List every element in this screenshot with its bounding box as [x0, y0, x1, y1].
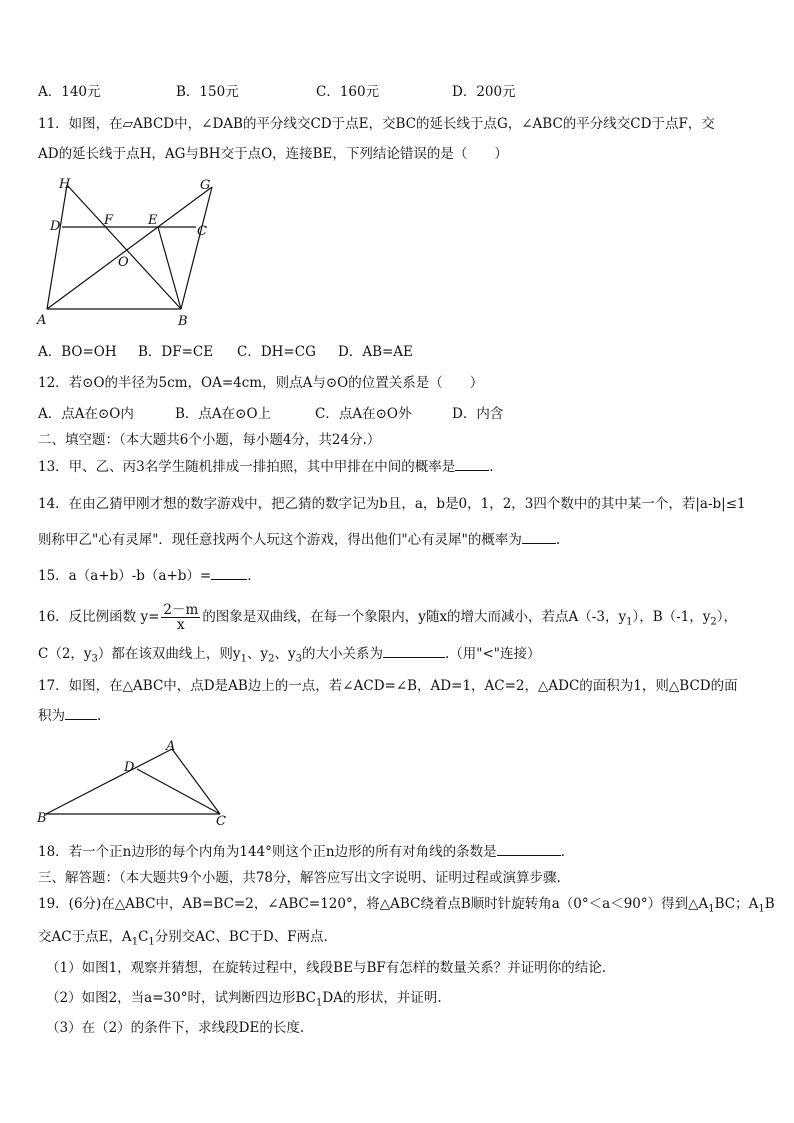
q16-post2: ），B（-1，y [632, 609, 711, 625]
q17-stem-line2 [38, 707, 101, 725]
q16-line2a: C（2，y [38, 646, 92, 662]
q16-line2f: .（用"<"连接） [444, 646, 541, 662]
q19-part-3: （3）在（2）的条件下，求线段DE的长度. [46, 1020, 305, 1036]
q13-text: 13．甲、乙、丙3名学生随机排成一排拍照，其中甲排在中间的概率是 [38, 459, 456, 475]
q17-label-b: B [37, 811, 47, 826]
q17-text: 积为 [38, 708, 65, 724]
q16-pre: 16．反比例函数 y= [38, 609, 160, 625]
q15-answer-blank[interactable] [211, 567, 247, 580]
q19-line2b: C [138, 929, 149, 945]
q10-option-d: D．200元 [452, 84, 516, 100]
q16-stem-line2 [38, 645, 541, 669]
q17-stem-line1: 17．如图，在△ABC中，点D是AB边上的一点，若∠ACD=∠B，AD=1，AC=2，△ADC的面积为1，则△BCD的面 [38, 678, 738, 694]
q17-label-a: A [166, 739, 176, 754]
q16-sub-y1: 1 [240, 653, 247, 665]
q12-option-b: B．点A在⊙O上 [175, 406, 272, 422]
q19-line1a: 19．(6分)在△ABC中，AB=BC=2，∠ABC=120°，将△ABC绕着点B顺时针旋转角a（0°＜a＜90°）得到△A [38, 896, 709, 912]
q16-sub-2: 2 [710, 616, 717, 628]
q16-line2b: ）都在该双曲线上，则y [97, 646, 241, 662]
q14-answer-blank[interactable] [522, 531, 556, 544]
q16-sub-y2: 2 [268, 653, 275, 665]
section-2-heading: 二、填空题：（本大题共6个小题，每小题4分，共24分.） [38, 432, 381, 448]
q17-segment-ac [172, 749, 220, 814]
q12-option-a: A．点A在⊙O内 [38, 406, 134, 422]
q11-label-g: G [200, 178, 211, 193]
q18-end: . [560, 844, 565, 860]
q11-stem-line1: 11．如图，在▱ABCD中，∠DAB的平分线交CD于点E，交BC的延长线于点G，∠ABC的平分线交CD于点F，交 [38, 116, 715, 132]
q18-answer-blank[interactable] [497, 843, 561, 856]
section-3-heading: 三、解答题：（本大题共9个小题，共78分，解答应写出文字说明、证明过程或演算步骤. [38, 870, 561, 886]
q16-line2c: 、y [246, 646, 269, 662]
q15-stem [38, 567, 252, 585]
q16-line2d: 、y [274, 646, 296, 662]
q19-sub-a1b: 1 [758, 903, 765, 915]
q16-fraction-numerator: 2－m [163, 602, 199, 618]
q19-part-1: （1）如图1，观察并猜想，在旋转过程中，线段BE与BF有怎样的数量关系？并证明你的结论. [46, 960, 607, 976]
q16-stem-line1 [38, 603, 737, 632]
q18-stem [38, 843, 565, 861]
q16-sub-3: 3 [91, 653, 98, 665]
q15-end: . [247, 568, 252, 584]
q19-line2a: 交AC于点E，A [38, 929, 132, 945]
q16-post: 的图象是双曲线，在每一个象限内，y随x的增大而减小，若点A（-3，y [202, 609, 627, 625]
q16-post3: ）， [716, 609, 738, 625]
q11-label-o: O [118, 255, 129, 270]
q19-stem-line1 [38, 895, 775, 919]
q17-end: . [97, 708, 102, 724]
q17-segment-dc [137, 769, 220, 814]
q14-stem-line2 [38, 531, 560, 549]
q11-option-b: B．DF=CE [138, 344, 214, 360]
q11-parallelogram-figure [34, 172, 224, 330]
q16-answer-blank[interactable] [383, 645, 445, 658]
q19-part-2 [46, 989, 442, 1013]
q13-end: . [489, 459, 494, 475]
q10-option-a: A．140元 [38, 84, 101, 100]
q17-segment-ba [46, 749, 172, 814]
q16-line2e: 的大小关系为 [301, 646, 383, 662]
q11-label-b: B [178, 314, 188, 329]
q11-label-a: A [37, 313, 47, 328]
q19-sub-c1b: 1 [315, 997, 323, 1009]
q12-option-c: C．点A在⊙O外 [315, 406, 412, 422]
q19-line2c: 分别交AC、BC于D、F两点. [154, 929, 328, 945]
q11-option-a: A．BO=OH [38, 344, 117, 360]
q11-stem-line2: AD的延长线于点H，AG与BH交于点O，连接BE，下列结论错误的是（ ） [38, 146, 508, 162]
q19-p2a: （2）如图2，当a=30°时，试判断四边形BC [46, 990, 316, 1006]
q19-stem-line2 [38, 928, 328, 952]
q19-sub-a1: 1 [708, 903, 715, 915]
q10-option-c: C．160元 [316, 84, 380, 100]
q12-stem: 12．若⊙O的半径为5cm，OA=4cm，则点A与⊙O的位置关系是（ ） [38, 375, 484, 391]
q19-sub-a1c: 1 [131, 936, 139, 948]
q18-text: 18．若一个正n边形的每个内角为144°则这个正n边形的所有对角线的条数是 [38, 844, 497, 860]
q11-option-c: C．DH=CG [237, 344, 316, 360]
q17-answer-blank[interactable] [65, 707, 97, 720]
q11-label-c: C [197, 224, 207, 239]
q19-line1c: B [764, 896, 775, 912]
q14-text: 则称甲乙"心有灵犀"．现任意找两个人玩这个游戏，得出他们"心有灵犀"的概率为 [38, 532, 522, 548]
q19-p2b: DA的形状，并证明. [322, 990, 442, 1006]
q11-label-d: D [50, 219, 61, 234]
q11-label-h: H [59, 177, 71, 192]
q11-segment-gc-bc [181, 187, 212, 309]
q11-segment-hd-ad [47, 185, 67, 309]
q10-option-b: B．150元 [176, 84, 239, 100]
q16-sub-y3: 3 [295, 653, 302, 665]
q11-option-d: D．AB=AE [338, 344, 413, 360]
q19-sub-c1: 1 [148, 936, 155, 948]
q13-answer-blank[interactable] [455, 458, 489, 471]
q11-segment-ag [47, 187, 212, 309]
q17-label-c: C [216, 814, 226, 828]
q16-fraction [161, 603, 200, 632]
q16-fraction-denominator: x [177, 617, 185, 633]
q13-stem [38, 458, 494, 476]
q17-label-d: D [124, 760, 135, 775]
q11-label-e: E [148, 213, 158, 228]
q15-text: 15．a（a+b）-b（a+b）= [38, 568, 212, 584]
q17-triangle-figure [30, 736, 230, 828]
q12-option-d: D．内含 [452, 406, 504, 422]
q19-line1b: BC；A [714, 896, 759, 912]
q14-end: . [555, 532, 561, 548]
q11-label-f: F [104, 213, 114, 228]
q14-stem-line1: 14．在由乙猜甲刚才想的数字游戏中，把乙猜的数字记为b且，a，b是0，1，2，3四个数中的其中某一个，若|a-b|≤1 [38, 496, 746, 512]
q16-sub-1: 1 [626, 616, 633, 628]
